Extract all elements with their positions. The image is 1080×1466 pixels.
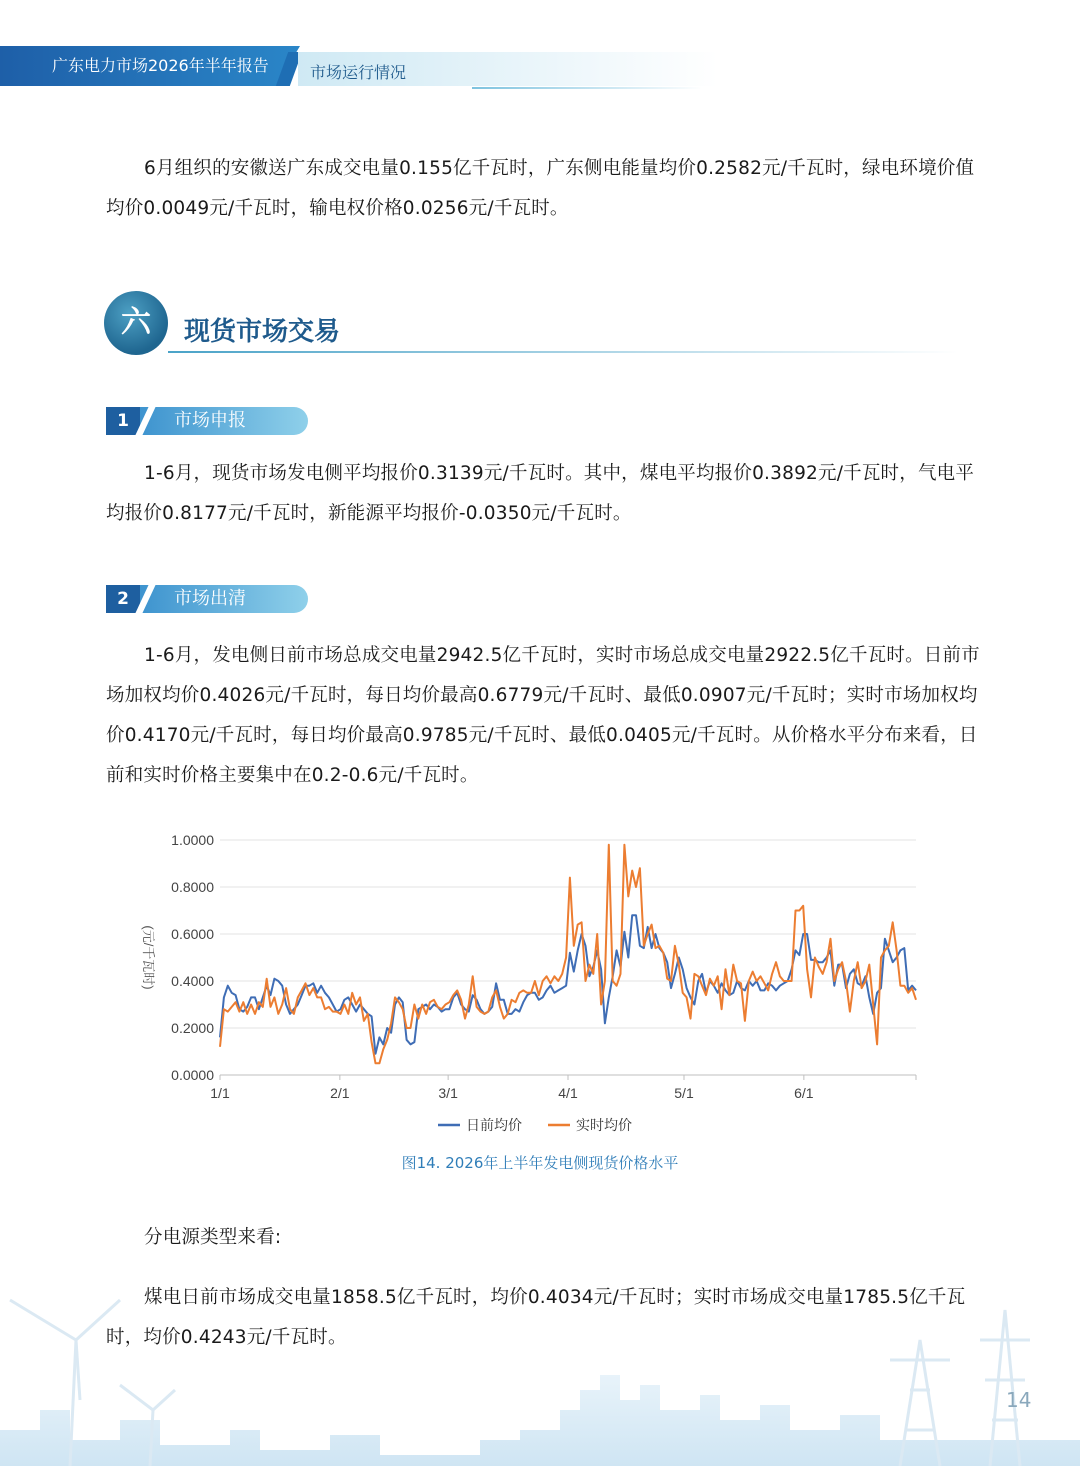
section-divider (168, 351, 958, 353)
subsection-title: 市场出清 (174, 588, 246, 609)
intro-paragraph: 6月组织的安徽送广东成交电量0.155亿千瓦时，广东侧电能量均价0.2582元/千瓦时，绿电环境价值均价0.0049元/千瓦时，输电权价格0.0256元/千瓦时。 (106, 158, 975, 219)
y-tick-label: 1.0000 (171, 832, 214, 848)
x-tick-label: 1/1 (210, 1085, 230, 1101)
city-skyline-illustration (0, 1280, 1080, 1466)
x-tick-label: 5/1 (674, 1085, 694, 1101)
figure-caption: 图14. 2026年上半年发电侧现货价格水平 (401, 1154, 679, 1172)
x-tick-label: 2/1 (330, 1085, 350, 1101)
price-line-chart (130, 820, 950, 1150)
subsection-2-paragraph: 1-6月，发电侧日前市场总成交电量2942.5亿千瓦时，实时市场总成交电量2922.5亿千瓦时。日前市场加权均价0.4026元/千瓦时，每日均价最高0.6779元/千瓦时、最低0.0907元/千瓦时；实时市场加权均价0.4170元/千瓦时，每日均价最高0.9785元/千瓦时、最低0.0405元/千瓦时。从价格水平分布来看，日前和实时价格主要集中在0.2-0.6元/千瓦时。 (106, 645, 980, 786)
subsection-number: 1 (106, 407, 140, 435)
header-section-label: 市场运行情况 (310, 63, 407, 82)
subsection-1-paragraph: 1-6月，现货市场发电侧平均报价0.3139元/千瓦时。其中，煤电平均报价0.3892元/千瓦时，气电平均报价0.8177元/千瓦时，新能源平均报价-0.0350元/千瓦时。 (106, 463, 975, 524)
x-tick-label: 6/1 (794, 1085, 814, 1101)
series-line-real-time (220, 845, 916, 1064)
y-tick-label: 0.6000 (171, 926, 214, 942)
page-number: 14 (1006, 1388, 1032, 1412)
y-tick-label: 0.2000 (171, 1020, 214, 1036)
section-title: 现货市场交易 (184, 317, 341, 347)
y-tick-label: 0.8000 (171, 879, 214, 895)
subsection-title: 市场申报 (174, 410, 246, 431)
x-tick-label: 4/1 (558, 1085, 578, 1101)
header-underline (472, 87, 702, 89)
section-number-badge: 六 (104, 291, 168, 355)
y-tick-label: 0.4000 (171, 973, 214, 989)
subsection-heading-1 (106, 407, 308, 435)
subsection-number: 2 (106, 585, 140, 613)
y-tick-label: 0.0000 (171, 1067, 214, 1083)
subsection-heading-2 (106, 585, 308, 613)
x-tick-label: 3/1 (438, 1085, 458, 1101)
legend-label: 实时均价 (576, 1117, 632, 1133)
coal-paragraph: 煤电日前市场成交电量1858.5亿千瓦时，均价0.4034元/千瓦时；实时市场成交电量1785.5亿千瓦时，均价0.4243元/千瓦时。 (106, 1287, 966, 1348)
by-type-paragraph: 分电源类型来看: (144, 1227, 282, 1248)
y-axis-label: (元/千瓦时) (141, 925, 156, 990)
legend-label: 日前均价 (466, 1117, 522, 1133)
report-title: 广东电力市场2026年半年报告 (52, 56, 269, 75)
